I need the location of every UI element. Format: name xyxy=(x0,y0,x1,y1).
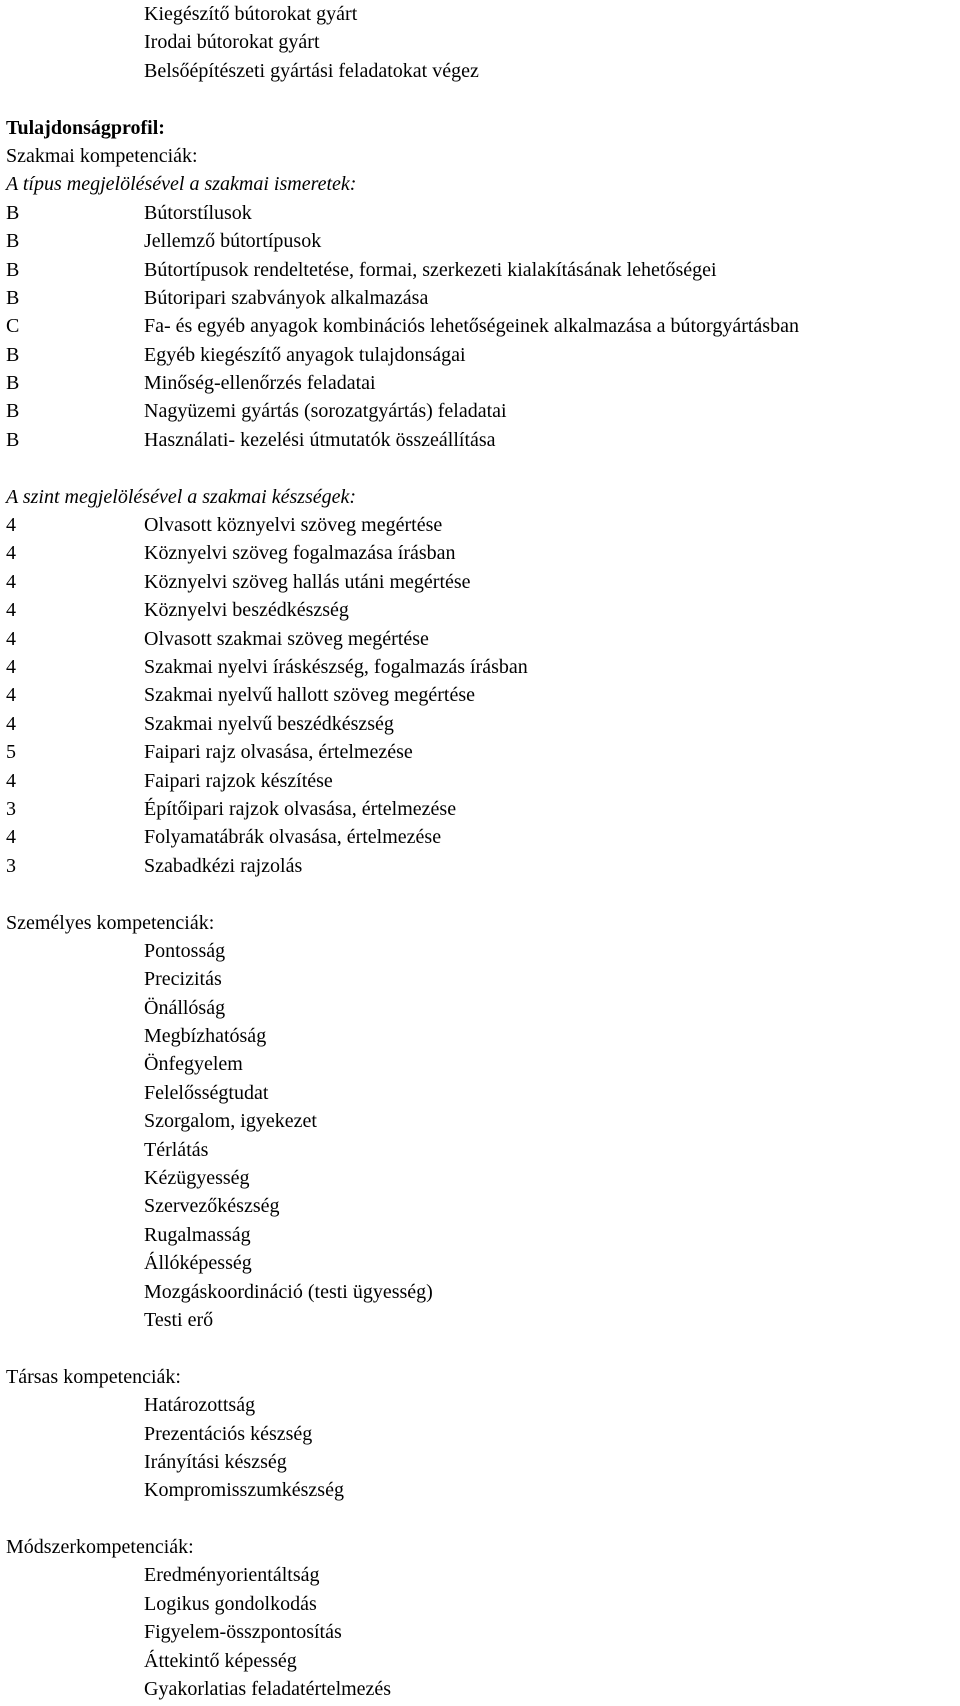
spacer xyxy=(0,85,960,113)
list-item: Kiegészítő bútorokat gyárt xyxy=(144,3,358,25)
knowledge-row: B Bútortípusok rendeltetése, formai, szerkezeti kialakításának lehetőségei xyxy=(6,258,717,281)
professional-heading: Szakmai kompetenciák: xyxy=(6,144,198,167)
knowledge-subheading: A típus megjelölésével a szakmai ismeretek: xyxy=(6,173,357,196)
knowledge-row: B Bútoripari szabványok alkalmazása xyxy=(6,286,429,309)
skill-row: 4 Köznyelvi szöveg hallás utáni megértése xyxy=(6,570,471,593)
profile-heading: Tulajdonságprofil: xyxy=(6,116,165,139)
skill-row: 4 Olvasott köznyelvi szöveg megértése xyxy=(6,514,443,537)
personal-heading: Személyes kompetenciák: xyxy=(6,911,215,934)
knowledge-row: B Jellemző bútortípusok xyxy=(6,230,322,253)
skills-subheading: A szint megjelölésével a szakmai készségek: xyxy=(6,485,357,508)
skill-row: 5 Faipari rajz olvasása, értelmezése xyxy=(6,741,413,764)
top-items-list xyxy=(0,0,960,85)
spacer xyxy=(0,454,960,482)
list-item: Felelősségtudat xyxy=(144,1081,269,1104)
list-item: Logikus gondolkodás xyxy=(144,1592,317,1615)
knowledge-row: B Használati- kezelési útmutatók összeállítása xyxy=(6,428,496,451)
list-item: Szorgalom, igyekezet xyxy=(144,1110,317,1133)
knowledge-row: B Nagyüzemi gyártás (sorozatgyártás) feladatai xyxy=(6,400,507,423)
spacer xyxy=(0,1334,960,1362)
list-item: Rugalmasság xyxy=(144,1223,251,1246)
knowledge-row: B Egyéb kiegészítő anyagok tulajdonságai xyxy=(6,343,466,366)
knowledge-row: C Fa- és egyéb anyagok kombinációs lehetőségeinek alkalmazása a bútorgyártásban xyxy=(6,315,799,338)
spacer xyxy=(0,1505,960,1533)
list-item: Irányítási készség xyxy=(144,1450,287,1473)
knowledge-row: B Minőség-ellenőrzés feladatai xyxy=(6,372,376,395)
method-list xyxy=(0,1561,960,1703)
personal-list xyxy=(0,937,960,1334)
knowledge-row: B Bútorstílusok xyxy=(6,201,252,224)
list-item: Megbízhatóság xyxy=(144,1025,267,1048)
skill-row: 4 Faipari rajzok készítése xyxy=(6,769,333,792)
skill-row: 3 Szabadkézi rajzolás xyxy=(6,854,303,877)
list-item: Eredményorientáltság xyxy=(144,1564,320,1587)
list-item: Mozgáskoordináció (testi ügyesség) xyxy=(144,1280,433,1303)
list-item: Precizitás xyxy=(144,968,222,991)
list-item: Állóképesség xyxy=(144,1252,252,1275)
list-item: Testi erő xyxy=(144,1308,214,1331)
list-item: Pontosság xyxy=(144,939,226,962)
list-item: Gyakorlatias feladatértelmezés xyxy=(144,1678,392,1701)
spacer xyxy=(0,880,960,908)
list-item: Térlátás xyxy=(144,1138,209,1161)
skill-row: 4 Szakmai nyelvű hallott szöveg megértése xyxy=(6,684,476,707)
list-item: Kompromisszumkészség xyxy=(144,1479,344,1502)
skill-row: 4 Szakmai nyelvi íráskészség, fogalmazás írásban xyxy=(6,655,528,678)
method-heading: Módszerkompetenciák: xyxy=(6,1536,194,1559)
skill-row: 3 Építőipari rajzok olvasása, értelmezése xyxy=(6,797,457,820)
skill-row: 4 Olvasott szakmai szöveg megértése xyxy=(6,627,429,650)
list-item: Belsőépítészeti gyártási feladatokat végez xyxy=(144,59,479,82)
skills-list xyxy=(0,511,960,880)
skill-row: 4 Köznyelvi beszédkészség xyxy=(6,599,349,622)
skill-row: 4 Köznyelvi szöveg fogalmazása írásban xyxy=(6,542,456,565)
skill-row: 4 Szakmai nyelvű beszédkészség xyxy=(6,712,394,735)
list-item: Irodai bútorokat gyárt xyxy=(144,31,320,54)
social-heading: Társas kompetenciák: xyxy=(6,1365,181,1388)
list-item: Önfegyelem xyxy=(144,1053,243,1076)
list-item: Figyelem-összpontosítás xyxy=(144,1621,342,1644)
knowledge-list xyxy=(0,199,960,455)
social-list xyxy=(0,1391,960,1505)
skill-row: 4 Folyamatábrák olvasása, értelmezése xyxy=(6,826,442,849)
list-item: Önállóság xyxy=(144,996,226,1019)
list-item: Prezentációs készség xyxy=(144,1422,313,1445)
list-item: Szervezőkészség xyxy=(144,1195,280,1218)
list-item: Áttekintő képesség xyxy=(144,1649,297,1672)
list-item: Határozottság xyxy=(144,1394,256,1417)
list-item: Kézügyesség xyxy=(144,1167,250,1190)
